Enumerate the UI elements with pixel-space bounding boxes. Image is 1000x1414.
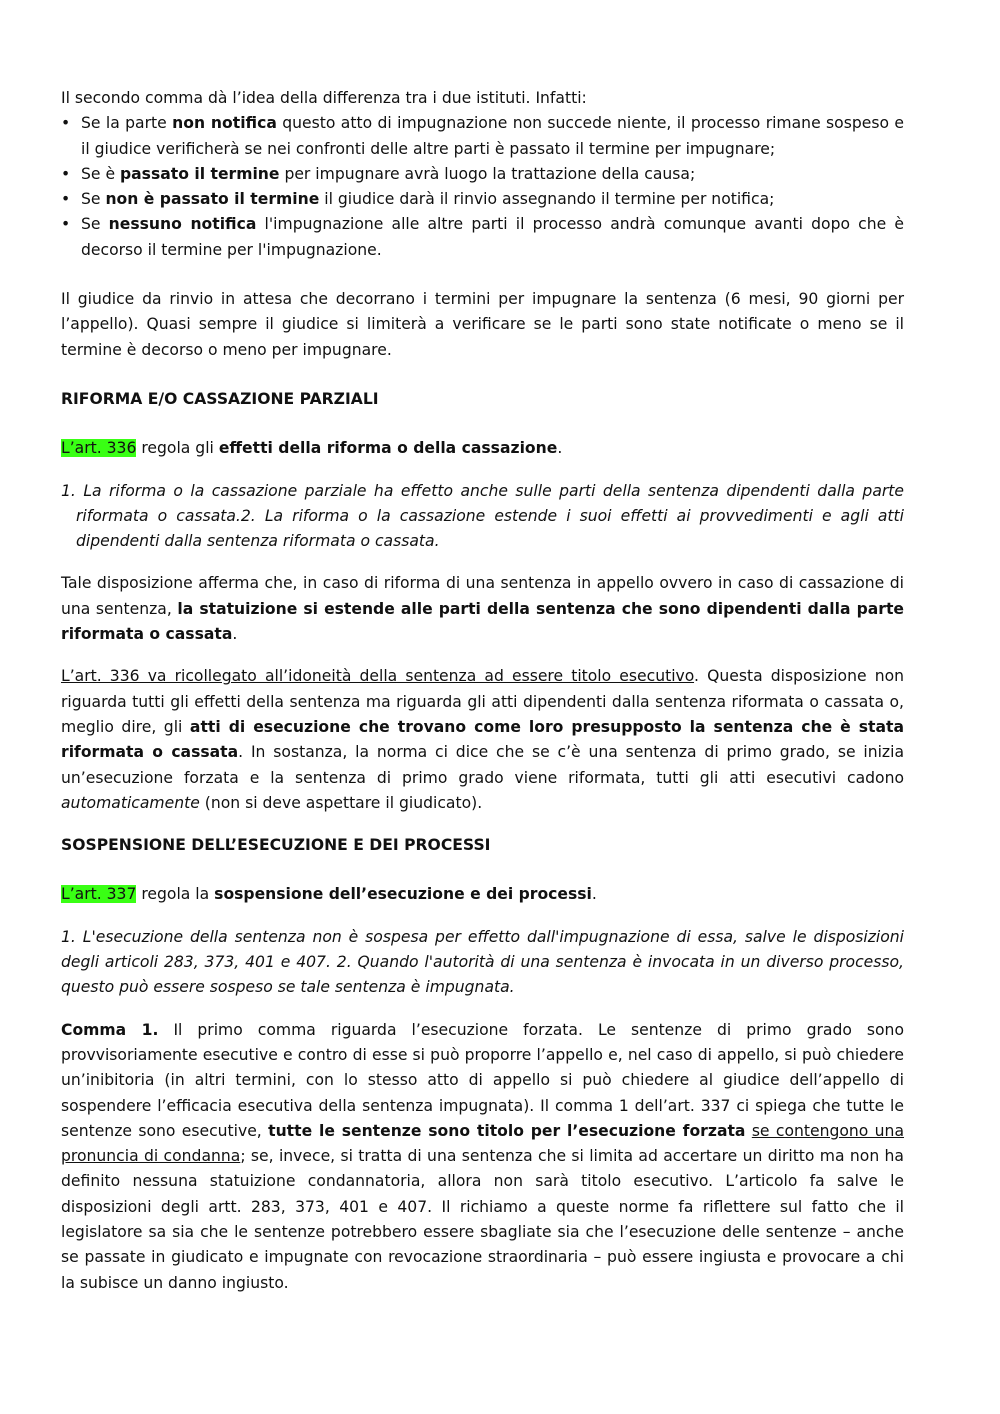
bullet-list [61,111,904,263]
bullet-icon: • [61,215,71,234]
rinvio-paragraph: Il giudice da rinvio in attesa che decorrano i termini per impugnare la sentenza (6 mesi, 90 giorni per l’appello). Quasi sempre il giudice si limiterà a verificare se le parti sono state notificate o meno se il termine è decorso o meno per impugnare. [61,290,904,359]
section-heading-riforma: RIFORMA E/O CASSAZIONE PARZIALI [61,389,379,408]
list-item: • Se la parte non notifica questo atto di impugnazione non succede niente, il processo rimane sospeso e il giudice verificherà se nei confronti delle altre parti è passato il termine per impugnare; [61,111,904,162]
bullet-icon: • [61,164,71,183]
list-item: • Se non è passato il termine il giudice darà il rinvio assegnando il termine per notifica; [61,187,904,212]
section-heading-sospensione: SOSPENSIONE DELL’ESECUZIONE E DEI PROCESSI [61,836,491,855]
art-336-line: L’art. 336 regola gli effetti della riforma o della cassazione. [61,439,563,458]
intro-paragraph: Il secondo comma dà l’idea della differenza tra i due istituti. Infatti: [61,89,587,107]
art-337-quote: 1. L'esecuzione della sentenza non è sospesa per effetto dall'impugnazione di essa, salve le disposizioni degli articoli 283, 373, 401 e 407. 2. Quando l'autorità di una sentenza è invocata in un diverso processo, questo può essere sospeso se tale sentenza è impugnata. [61,927,904,997]
article-highlight: L’art. 337 [61,885,137,904]
article-highlight: L’art. 336 [61,439,137,458]
art-336-quote: 1. La riforma o la cassazione parziale ha effetto anche sulle parti della sentenza dipendenti dalla parte riformata o cassata.2. La riforma o la cassazione estende i suoi effetti ai provvedimenti e agli atti dipendenti dalla sentenza riformata o cassata. [61,481,904,551]
list-item: • Se è passato il termine per impugnare avrà luogo la trattazione della causa; [61,162,904,187]
bullet-icon: • [61,190,71,209]
art-336-explanation: Tale disposizione afferma che, in caso di riforma di una sentenza in appello ovvero in caso di cassazione di una sentenza, la statuizione si estende alle parti della sentenza che sono dipendenti dalla parte riformata o cassata. [61,574,904,644]
art-336-execution-paragraph: L’art. 336 va ricollegato all’idoneità della sentenza ad essere titolo esecutivo. Questa disposizione non riguarda tutti gli effetti della sentenza ma riguarda gli atti dipendenti dalla sentenza riformata o cassata o, meglio dire, gli atti di esecuzione che trovano come loro presupposto la sentenza che è stata riformata o cassata. In sostanza, la norma ci dice che se c’è una sentenza di primo grado, se inizia un’esecuzione forzata e la sentenza di primo grado viene riformata, tutti gli atti esecutivi cadono automaticamente (non si deve aspettare il giudicato). [61,667,905,812]
art-337-line: L’art. 337 regola la sospensione dell’esecuzione e dei processi. [61,885,597,904]
list-item: • Se nessuno notifica l'impugnazione alle altre parti il processo andrà comunque avanti dopo che è decorso il termine per l'impugnazione. [61,212,904,263]
comma-1-paragraph: Comma 1. Il primo comma riguarda l’esecuzione forzata. Le sentenze di primo grado sono provvisoriamente esecutive e contro di esse si può proporre l’appello e, nel caso di appello, si può chiedere un’inibitoria (in altri termini, con lo stesso atto di appello si può chiedere al giudice dell’appello di sospendere l’efficacia esecutiva della sentenza impugnata). Il comma 1 dell’art. 337 ci spiega che tutte le sentenze sono esecutive, tutte le sentenze sono titolo per l’esecuzione forzata se contengono una pronuncia di condanna; se, invece, si tratta di una sentenza che si limita ad accertare un diritto ma non ha definito nessuna statuizione condannatoria, allora non sarà titolo esecutivo. L’articolo fa salve le disposizioni degli artt. 283, 373, 401 e 407. Il richiamo a queste norme fa riflettere sul fatto che il legislatore sa sia che le sentenze potrebbero essere sbagliate sia che l’esecuzione delle sentenze – anche se passate in giudicato e impugnate con revocazione straordinaria – può essere ingiusta e provocare a chi la subisce un danno ingiusto. [61,1020,905,1292]
bullet-icon: • [61,114,71,133]
